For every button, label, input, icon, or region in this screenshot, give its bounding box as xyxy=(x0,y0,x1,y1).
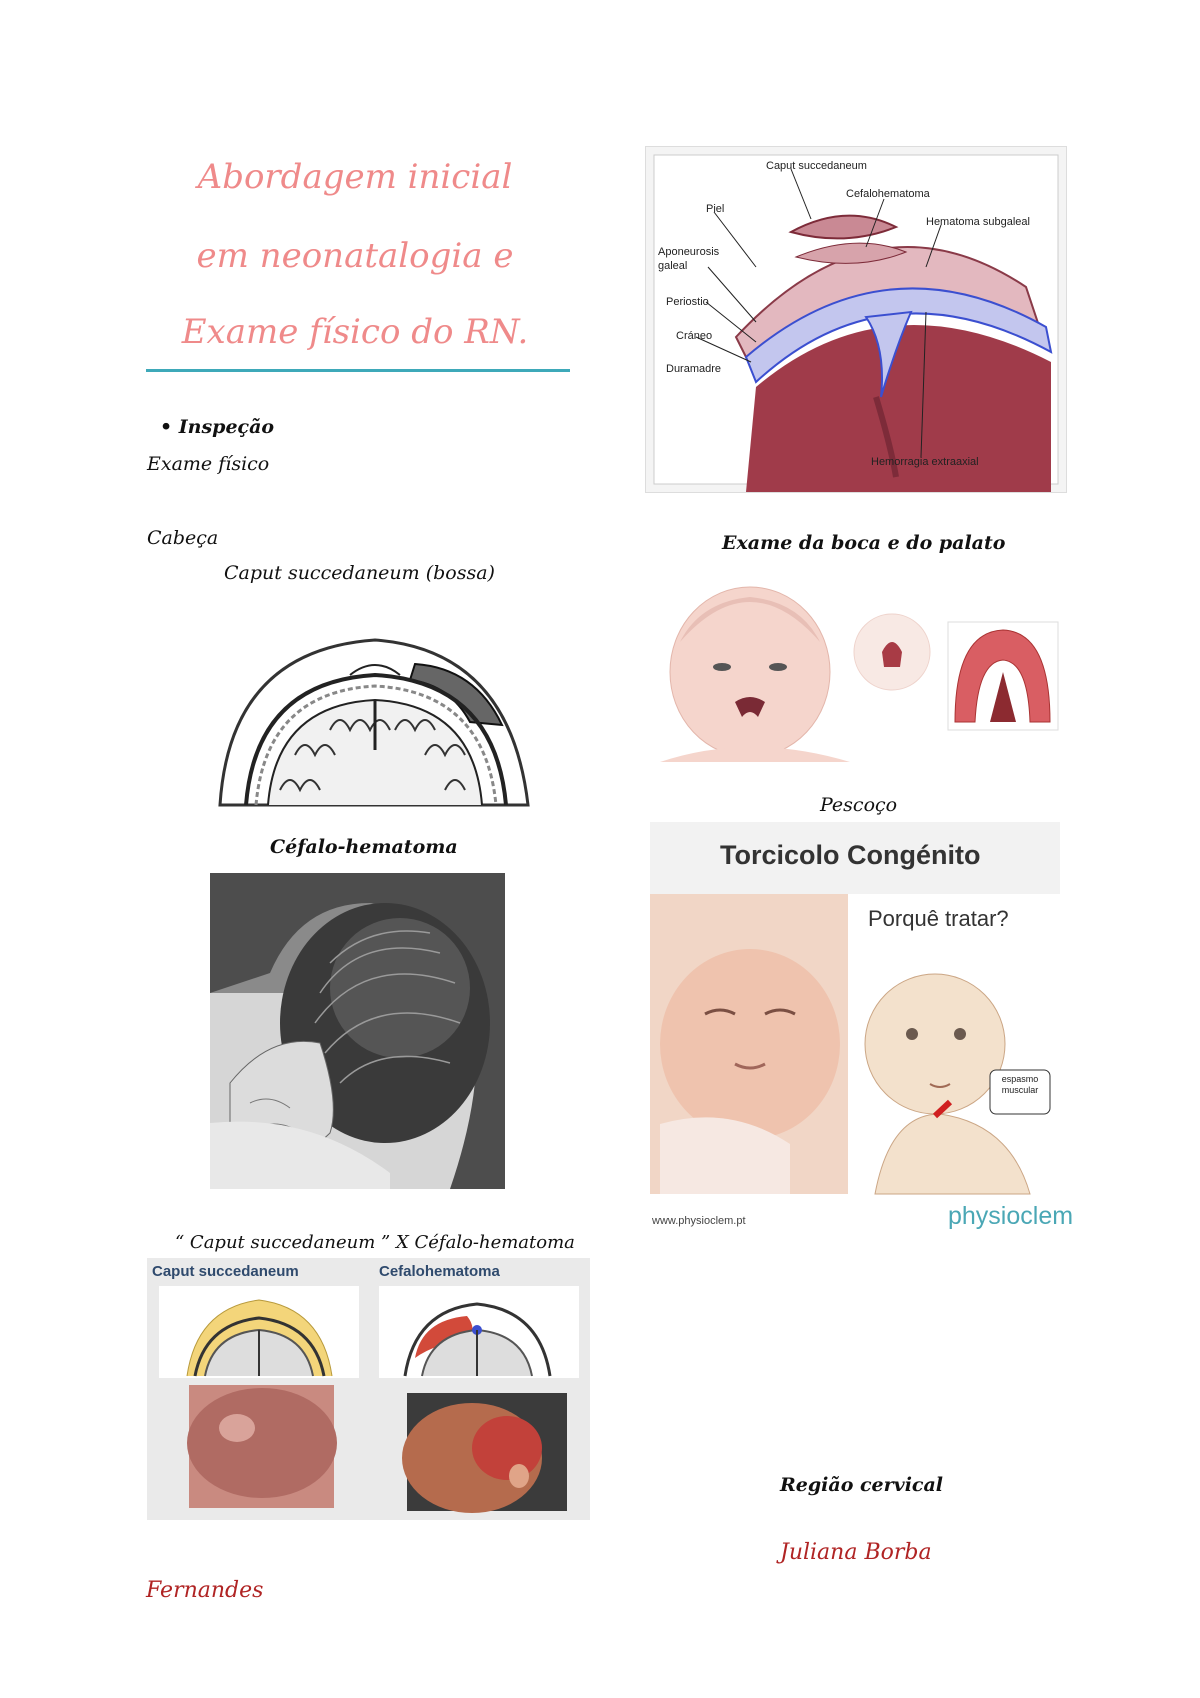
cleft-palate-illustration xyxy=(650,572,1060,767)
cefalo-heading: Céfalo-hematoma xyxy=(270,836,458,858)
torcicolo-panel xyxy=(650,822,1074,1230)
pescoco-heading: Pescoço xyxy=(820,794,898,816)
label-aponeurosis: Aponeurosis xyxy=(658,246,720,258)
panel-left-title: Caput succedaneum xyxy=(152,1263,299,1280)
scalp-layers-diagram xyxy=(645,146,1067,493)
torcicolo-subtitle: Porquê tratar? xyxy=(868,906,1009,931)
label-craneo: Cráneo xyxy=(676,330,713,342)
torcicolo-brand: physioclem xyxy=(948,1202,1074,1230)
cervical-heading: Região cervical xyxy=(780,1474,944,1496)
label-caput: Caput succedaneum xyxy=(766,160,867,172)
boca-heading: Exame da boca e do palato xyxy=(722,532,1006,554)
label-galeal: galeal xyxy=(658,260,688,272)
torcicolo-url: www.physioclem.pt xyxy=(652,1215,746,1227)
title-divider xyxy=(146,369,570,372)
panel-right-title: Cefalohematoma xyxy=(379,1263,500,1280)
cabeca-heading: Cabeça xyxy=(147,527,219,549)
versus-heading: “ Caput succedaneum ” X Céfalo-hematoma xyxy=(175,1232,575,1253)
label-duramadre: Duramadre xyxy=(666,363,722,375)
callout-text xyxy=(992,1074,1048,1096)
label-cefalohematoma: Cefalohematoma xyxy=(846,188,930,200)
caput-heading: Caput succedaneum (bossa) xyxy=(224,562,495,584)
bullet-label: Inspeção xyxy=(178,416,275,438)
callout-line-1: espasmo xyxy=(1001,1074,1039,1084)
bullet-item xyxy=(160,416,274,438)
bullet-icon: • xyxy=(160,416,173,438)
label-hemorragia: Hemorragia extraaxial xyxy=(871,456,979,468)
callout-line-2: muscular xyxy=(1001,1085,1039,1095)
label-periostio: Periostio xyxy=(666,296,709,308)
signature-line-2: Fernandes xyxy=(146,1578,264,1603)
caput-diagram xyxy=(210,630,535,810)
title-line-1: Abordagem inicial xyxy=(197,157,513,197)
cefalo-photo xyxy=(210,873,505,1189)
label-subgaleal: Hematoma subgaleal xyxy=(926,216,1030,228)
signature-line-1: Juliana Borba xyxy=(780,1540,932,1565)
caput-vs-cefalo-panel xyxy=(147,1258,590,1520)
title-line-2: em neonatalogia e xyxy=(196,236,514,276)
exame-fisico-label: Exame físico xyxy=(147,453,270,475)
title-line-3: Exame físico do RN. xyxy=(181,312,529,352)
label-piel: Piel xyxy=(706,203,725,215)
torcicolo-title: Torcicolo Congénito xyxy=(720,840,981,870)
